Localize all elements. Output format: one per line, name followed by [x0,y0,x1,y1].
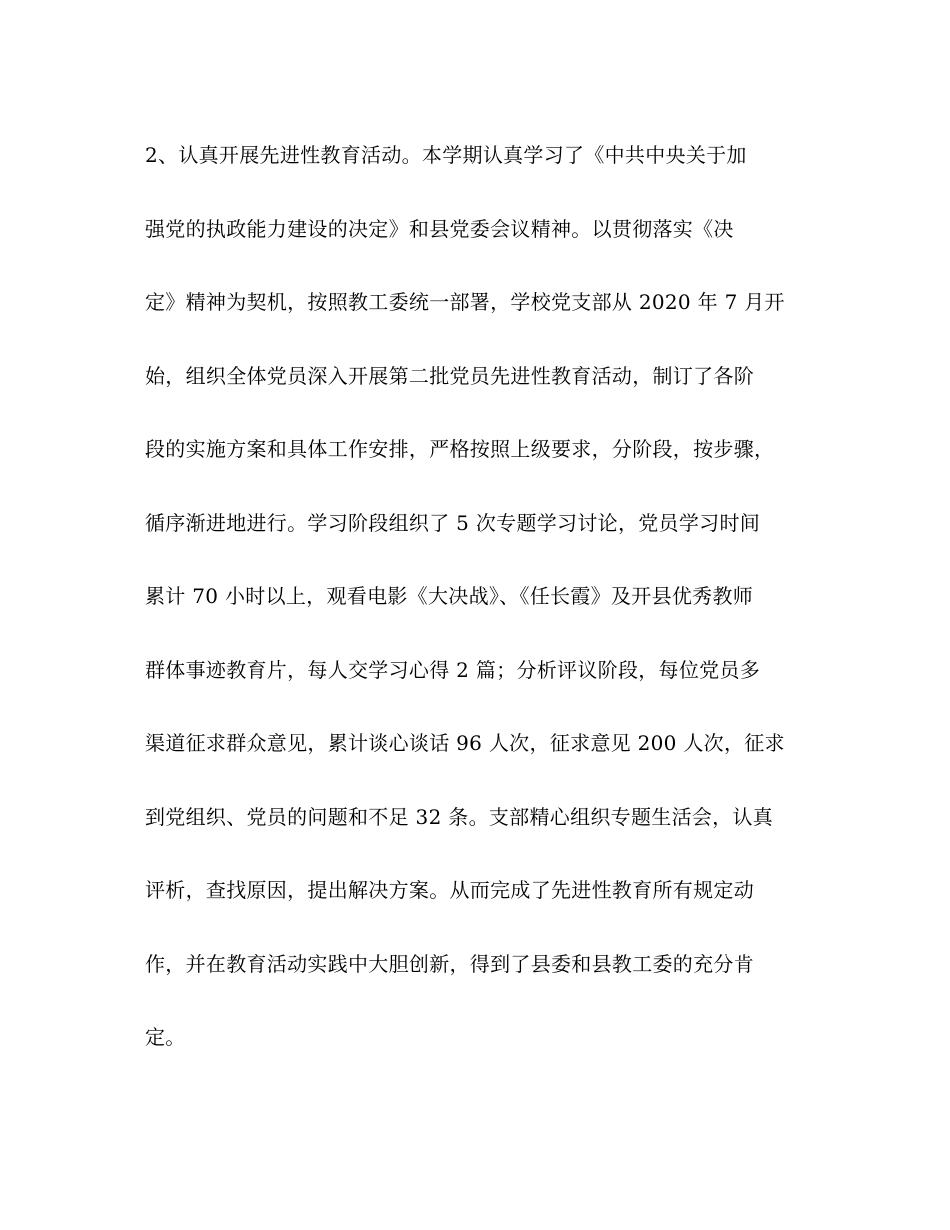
text-line: 渠道征求群众意见，累计谈心谈话 96 人次，征求意见 200 人次，征求 [145,731,785,755]
text-line: 2、认真开展先进性教育活动。本学期认真学习了《中共中央关于加 [145,143,747,167]
text-line: 循序渐进地进行。学习阶段组织了 5 次专题学习讨论，党员学习时间 [145,510,761,535]
text-line: 定》精神为契机，按照教工委统一部署，学校党支部从 2020 年 7 月开 [145,290,785,314]
text-line: 群体事迹教育片，每人交学习心得 2 篇；分析评议阶段，每位党员多 [145,657,761,682]
text-line: 评析，查找原因，提出解决方案。从而完成了先进性教育所有规定动 [145,878,754,902]
text-line: 到党组织、党员的问题和不足 32 条。支部精心组织专题生活会，认真 [145,804,774,829]
text-line: 作，并在教育活动实践中大胆创新，得到了县委和县教工委的充分肯 [145,951,754,976]
text-line: 累计 70 小时以上，观看电影《大决战》、《任长霞》及开县优秀教师 [145,584,754,608]
text-line: 定。 [145,1025,186,1049]
text-line: 强党的执政能力建设的决定》和县党委会议精神。以贯彻落实《决 [145,216,734,241]
paragraph [145,140,845,1096]
text-line: 始，组织全体党员深入开展第二批党员先进性教育活动，制订了各阶 [145,363,754,388]
text-line: 段的实施方案和具体工作安排，严格按照上级要求，分阶段，按步骤， [145,437,775,461]
